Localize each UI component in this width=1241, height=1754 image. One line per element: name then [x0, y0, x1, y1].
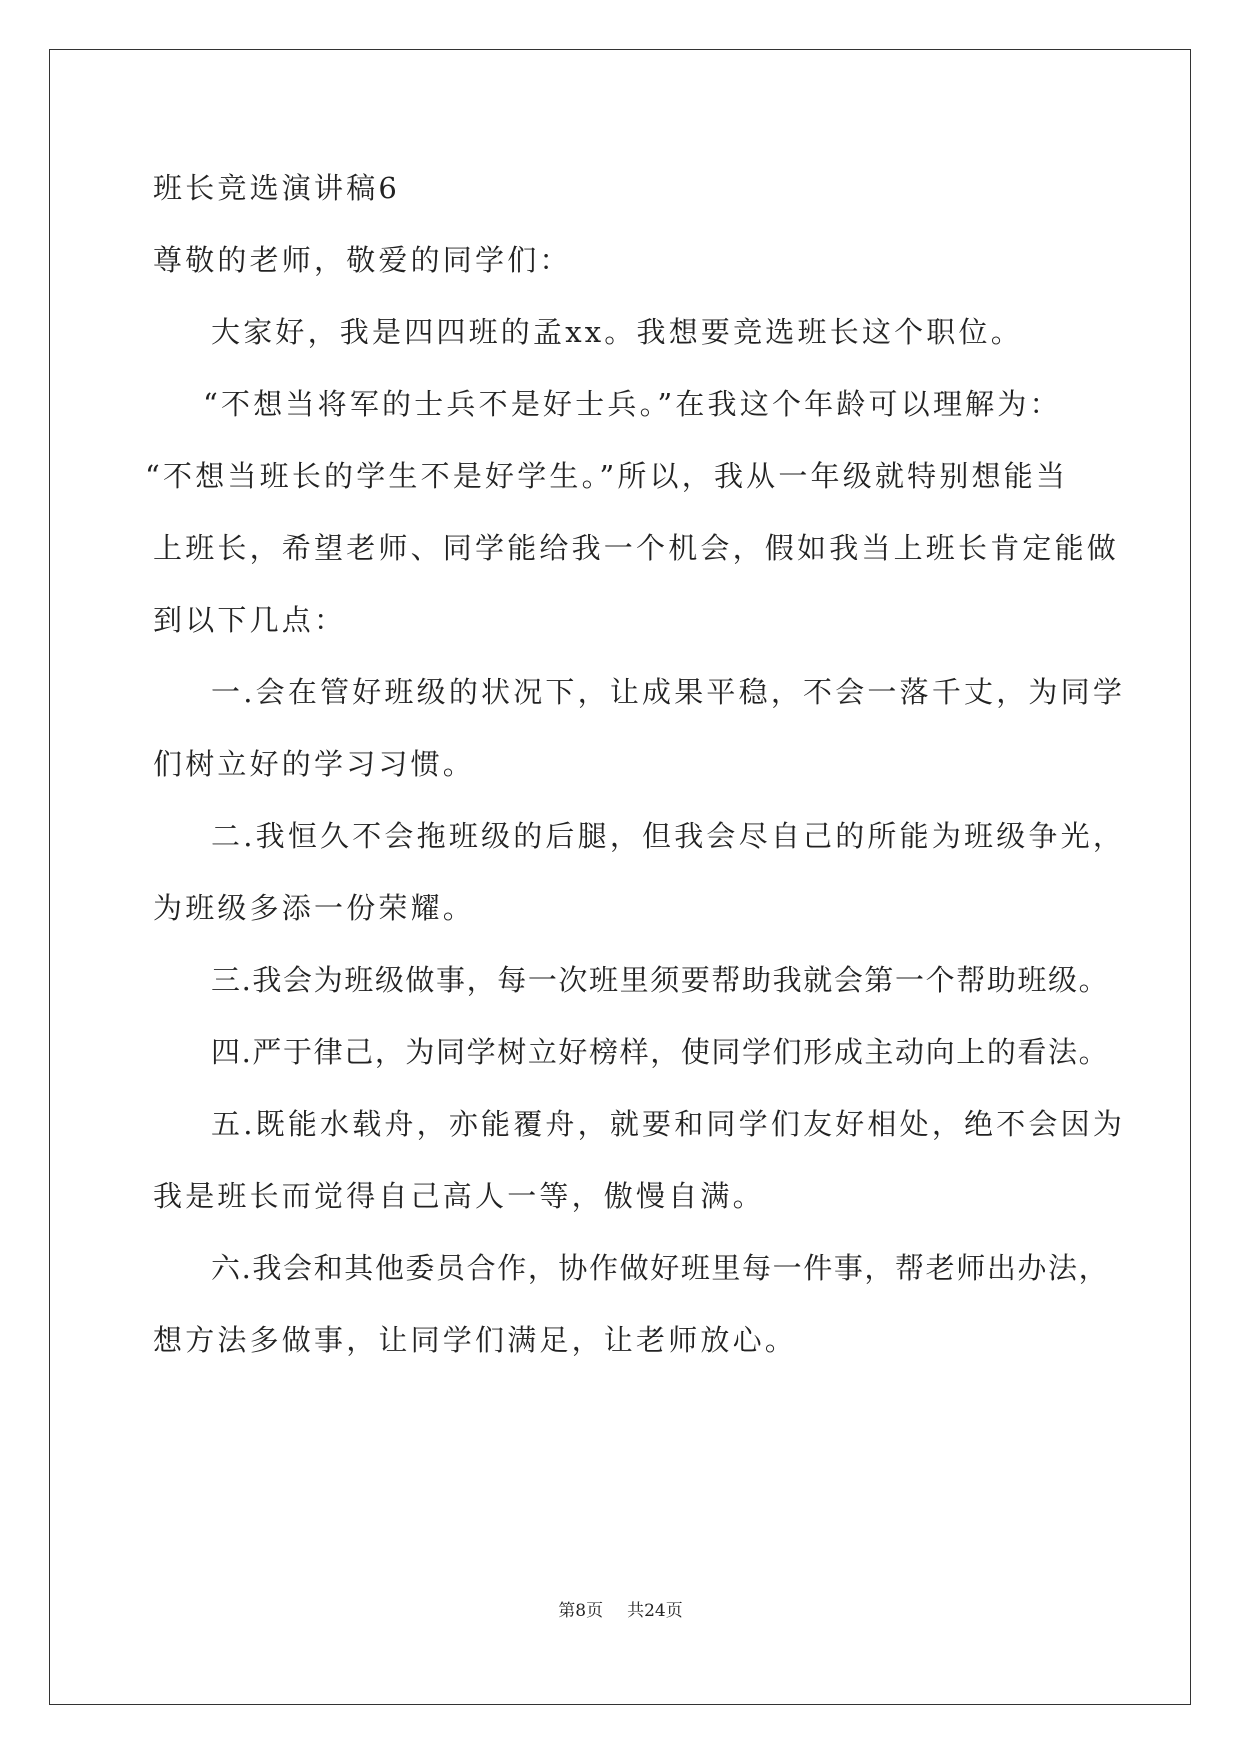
list-item-line: 三.我会为班级做事，每一次班里须要帮助我就会第一个帮助班级。	[211, 963, 1110, 997]
list-item-line: 们树立好的学习习惯。	[153, 747, 476, 781]
list-item-line: 想方法多做事，让同学们满足，让老师放心。	[153, 1323, 798, 1357]
page-number: 第8页	[558, 1601, 604, 1621]
paragraph-line: “不想当将军的士兵不是好士兵。”在我这个年龄可以理解为：	[203, 387, 1062, 421]
paragraph-line: “不想当班长的学生不是好学生。”所以，我从一年级就特别想能当	[145, 459, 1069, 493]
list-item-line: 一.会在管好班级的状况下，让成果平稳，不会一落千丈，为同学	[211, 675, 1126, 709]
paragraph-line: 大家好，我是四四班的孟xx。我想要竞选班长这个职位。	[211, 315, 1023, 349]
paragraph-line: 到以下几点：	[153, 603, 347, 637]
list-item-line: 为班级多添一份荣耀。	[153, 891, 476, 925]
list-item-line: 四.严于律己，为同学树立好榜样，使同学们形成主动向上的看法。	[211, 1035, 1110, 1069]
list-item-line: 六.我会和其他委员合作，协作做好班里每一件事，帮老师出办法，	[211, 1251, 1110, 1285]
paragraph-line: 上班长，希望老师、同学能给我一个机会，假如我当上班长肯定能做	[153, 531, 1120, 565]
document-title: 班长竞选演讲稿6	[153, 171, 401, 205]
page-total: 共24页	[627, 1601, 683, 1621]
list-item-line: 五.既能水载舟，亦能覆舟，就要和同学们友好相处，绝不会因为	[211, 1107, 1126, 1141]
salutation: 尊敬的老师，敬爱的同学们：	[153, 243, 572, 277]
list-item-line: 二.我恒久不会拖班级的后腿，但我会尽自己的所能为班级争光，	[211, 819, 1126, 853]
list-item-line: 我是班长而觉得自己高人一等，傲慢自满。	[153, 1179, 765, 1213]
page-border	[49, 49, 1191, 1705]
page-footer	[0, 1599, 1241, 1623]
